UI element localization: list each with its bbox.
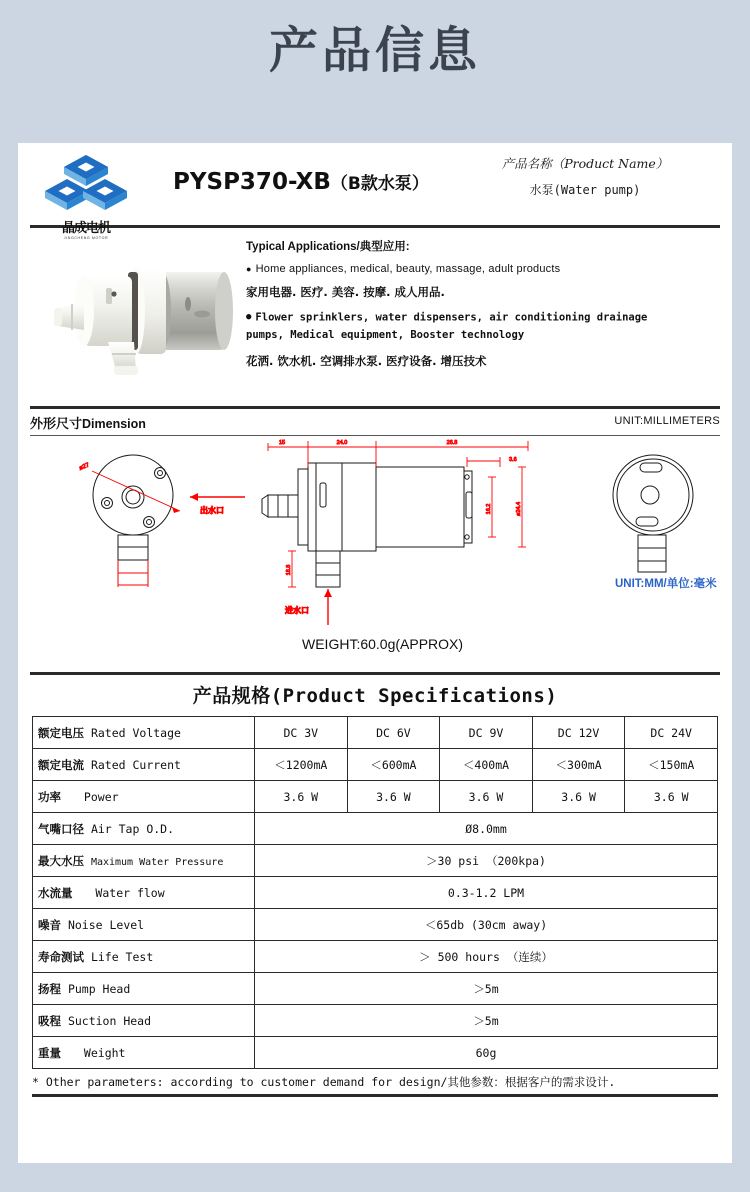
spec-label-en: Noise Level: [67, 917, 145, 932]
bullet-icon-2: ●: [246, 312, 252, 322]
spec-value-cell: ＜150mA: [625, 749, 718, 781]
spec-label-cell: [33, 813, 255, 845]
spec-value-cell: 3.6 W: [625, 781, 718, 813]
spec-label-en: Water flow: [88, 885, 165, 900]
spec-value-cell: 3.6 W: [347, 781, 440, 813]
dim-inlet-h: 18.8: [286, 564, 292, 576]
spec-value-cell: DC 24V: [625, 717, 718, 749]
outlet-label: 出水口: [200, 506, 224, 515]
logo-diamonds-icon: [38, 151, 134, 223]
logo-company-subtitle: JINGCHENG MOTOR: [63, 235, 109, 241]
spec-label-cn: 额定电流: [38, 757, 84, 772]
dimension-header: [30, 409, 720, 435]
table-row: [33, 1005, 718, 1037]
logo-company-name: 晶成电机: [61, 221, 110, 236]
dim-len-motor: 26.8: [446, 440, 458, 446]
dim-shaft: 3.6: [509, 457, 517, 463]
table-row: [33, 717, 718, 749]
spec-value-cell: ＜400mA: [440, 749, 533, 781]
spec-label-en: Air Tap O.D.: [90, 821, 175, 836]
application-bullet-1-en-text: Home appliances, medical, beauty, massage, adult products: [255, 263, 561, 275]
table-row: [33, 813, 718, 845]
table-row: [33, 781, 718, 813]
spec-value-cell: DC 12V: [532, 717, 625, 749]
dimension-unit-mm-note: UNIT:MM/单位:毫米: [615, 578, 717, 590]
dim-d-face: ø27: [78, 462, 91, 472]
application-bullet-2-en-line1: Flower sprinklers, water dispensers, air conditioning drainage: [255, 311, 648, 324]
spec-label-cell: [33, 877, 255, 909]
product-name-value: 水泵(Water pump): [529, 183, 641, 197]
specs-title: 产品规格(Product Specifications): [192, 685, 558, 707]
table-row: [33, 941, 718, 973]
dim-d-motor: ø24.4: [516, 501, 522, 517]
bullet-icon: ●: [246, 264, 252, 275]
spec-label-cn: 水流量: [38, 885, 73, 900]
company-logo: [38, 151, 134, 241]
product-section: [18, 228, 732, 406]
spec-label-cn: 最大水压: [38, 853, 84, 868]
inlet-label: 进水口: [285, 606, 309, 615]
spec-label-cn: 额定电压: [38, 725, 84, 740]
spec-value-cell: ＞ 500 hours （连续）: [255, 941, 718, 973]
spec-label-cn: 功率: [38, 789, 61, 804]
spec-label-en: Weight: [77, 1045, 126, 1060]
table-row: [33, 749, 718, 781]
product-photo: [44, 242, 244, 392]
dim-len-nozzle: 15: [278, 440, 286, 446]
spec-label-en: Pump Head: [67, 981, 131, 996]
product-name-label: 产品名称（Product Name）: [501, 156, 669, 171]
dim-len-pump: 24.0: [336, 440, 348, 446]
page-title: 产品信息: [268, 22, 481, 79]
spec-value-cell: Ø8.0mm: [255, 813, 718, 845]
model-suffix: （B款水泵）: [330, 174, 429, 194]
model-code: PYSP370-XB: [173, 169, 331, 195]
application-bullet-2-en-line2: pumps, Medical equipment, Booster technology: [246, 328, 525, 341]
spec-label-en: Suction Head: [67, 1013, 152, 1028]
product-name-block: [460, 153, 710, 205]
spec-value-cell: DC 3V: [255, 717, 348, 749]
table-row: [33, 973, 718, 1005]
spec-value-cell: DC 9V: [440, 717, 533, 749]
spec-value-cell: ＜65db (30cm away): [255, 909, 718, 941]
dimension-drawing-icon: [30, 437, 720, 637]
spec-label-cell: [33, 717, 255, 749]
spec-value-cell: 0.3-1.2 LPM: [255, 877, 718, 909]
spec-label-en: Maximum Water Pressure: [90, 856, 224, 868]
spec-value-cell: DC 6V: [347, 717, 440, 749]
table-row: [33, 1037, 718, 1069]
dimension-heading-en: Dimension: [82, 417, 146, 431]
footer-divider: [32, 1094, 718, 1097]
table-row: [33, 909, 718, 941]
application-bullet-2-cn: 花洒. 饮水机. 空调排水泵. 医疗设备. 增压技术: [246, 353, 487, 368]
dimension-drawing: [30, 437, 720, 672]
spec-label-cell: [33, 781, 255, 813]
card-header: [18, 143, 732, 241]
application-bullet-1-cn: 家用电器. 医疗. 美容. 按摩. 成人用品.: [246, 285, 445, 299]
dim-h-body: 16.2: [486, 503, 492, 515]
spec-label-cn: 噪音: [38, 917, 61, 932]
spec-label-en: Rated Voltage: [90, 725, 181, 740]
spec-value-cell: 60g: [255, 1037, 718, 1069]
dimension-weight-note: WEIGHT:60.0g(APPROX): [302, 636, 464, 652]
spec-label-cn: 重量: [38, 1045, 61, 1060]
application-bullet-1-en: [246, 263, 716, 275]
table-row: [33, 845, 718, 877]
spec-label-cell: [33, 845, 255, 877]
spec-value-cell: ＞5m: [255, 1005, 718, 1037]
dimension-heading: [30, 413, 146, 432]
specifications-table: [32, 716, 718, 1069]
spec-label-en: Rated Current: [90, 757, 181, 772]
dimension-bottom-divider: [30, 672, 720, 675]
water-pump-photo-icon: [44, 242, 244, 392]
spec-value-cell: 3.6 W: [255, 781, 348, 813]
spec-label-en: Life Test: [90, 949, 154, 964]
spec-value-cell: ＞30 psi （200kpa): [255, 845, 718, 877]
applications-heading: Typical Applications/典型应用:: [246, 241, 410, 253]
spec-label-cell: [33, 973, 255, 1005]
spec-label-cell: [33, 909, 255, 941]
spec-label-cn: 扬程: [38, 981, 61, 996]
spec-label-cell: [33, 1005, 255, 1037]
product-info-card: [18, 143, 732, 1163]
spec-value-cell: 3.6 W: [440, 781, 533, 813]
spec-label-en: Power: [77, 789, 119, 804]
spec-value-cell: ＜1200mA: [255, 749, 348, 781]
model-number: [173, 169, 429, 195]
spec-value-cell: 3.6 W: [532, 781, 625, 813]
dimension-heading-cn: 外形尺寸: [30, 417, 83, 432]
table-row: [33, 877, 718, 909]
spec-label-cn: 吸程: [38, 1013, 61, 1028]
spec-value-cell: ＜300mA: [532, 749, 625, 781]
dimension-unit-note: UNIT:MILLIMETERS: [614, 415, 720, 427]
spec-label-cell: [33, 1037, 255, 1069]
spec-label-cn: 寿命测试: [38, 949, 84, 964]
spec-label-cn: 气嘴口径: [38, 821, 84, 836]
applications-block: [246, 238, 716, 369]
application-bullet-2-en: [246, 309, 716, 344]
spec-value-cell: ＞5m: [255, 973, 718, 1005]
spec-label-cell: [33, 749, 255, 781]
specs-footnote: * Other parameters: according to customer demand for design/其他参数：根据客户的需求设计.: [32, 1075, 616, 1089]
spec-label-cell: [33, 941, 255, 973]
spec-value-cell: ＜600mA: [347, 749, 440, 781]
